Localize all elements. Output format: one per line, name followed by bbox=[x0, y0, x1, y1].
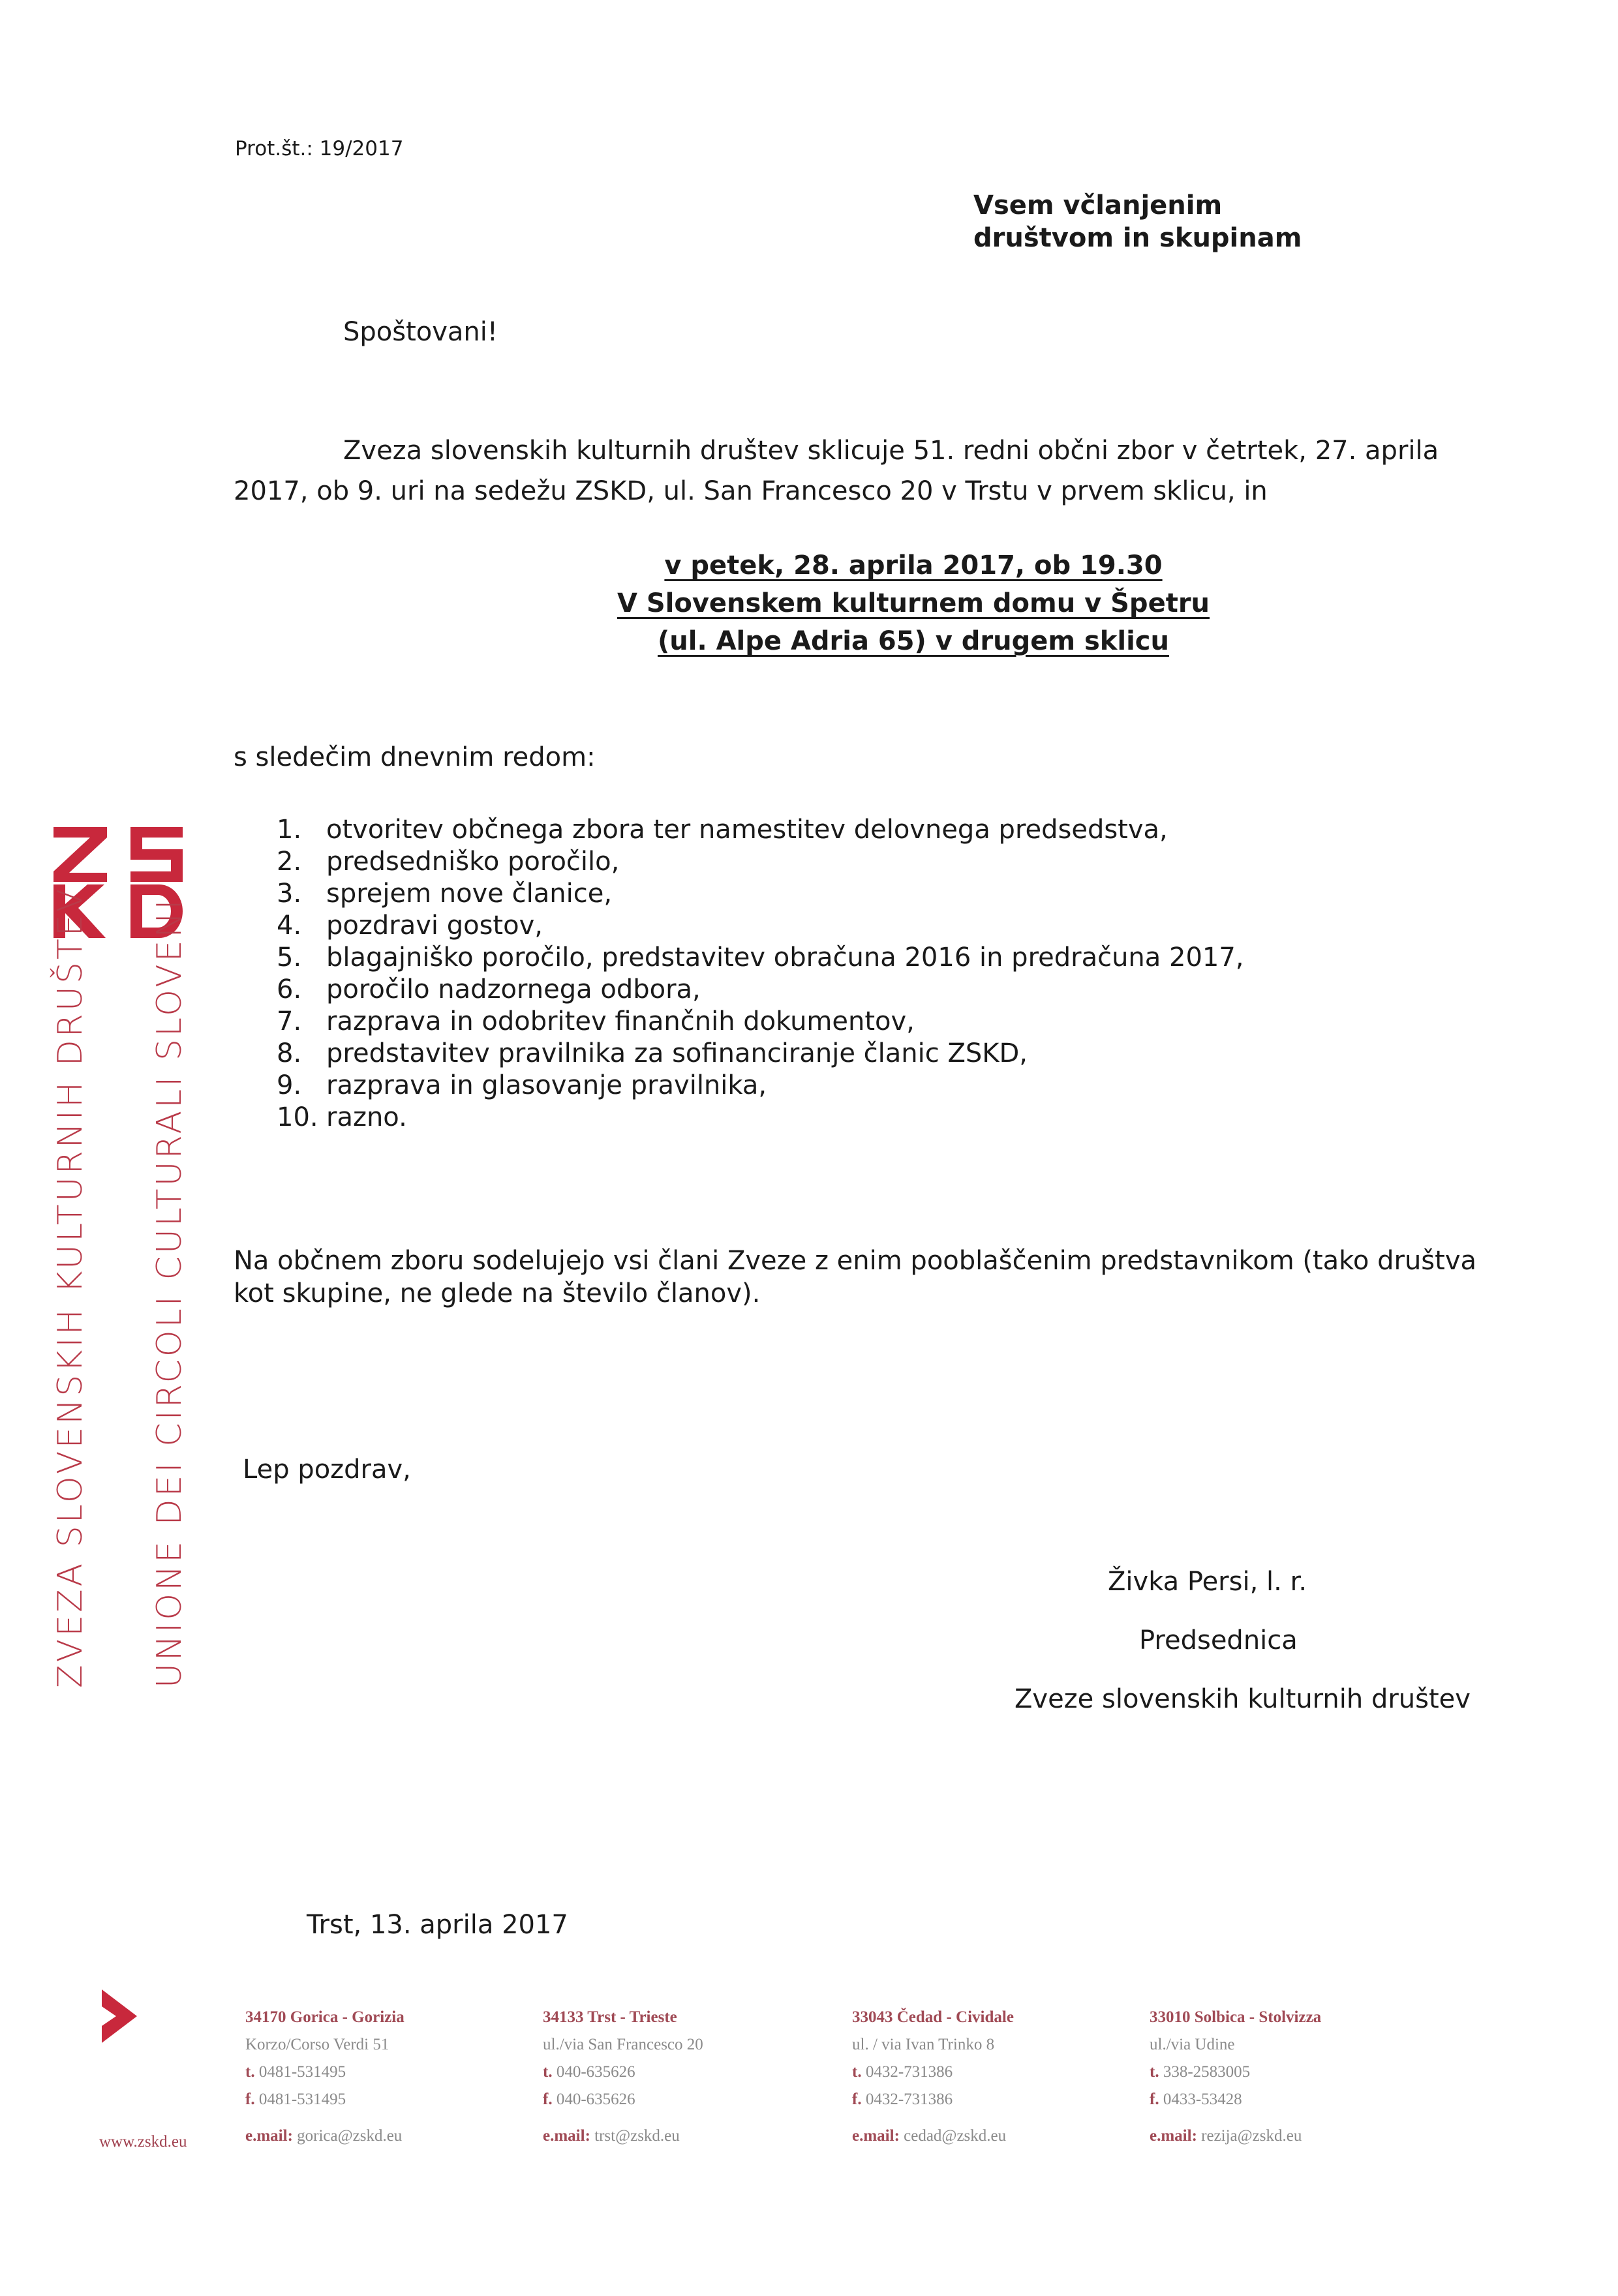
agenda-item-text: pozdravi gostov, bbox=[326, 911, 543, 941]
fax-label: f. bbox=[543, 2091, 553, 2108]
fax-label: f. bbox=[245, 2091, 255, 2108]
office-fax-row bbox=[1150, 2086, 1321, 2113]
agenda-item bbox=[277, 942, 1244, 974]
agenda-item-number: 7. bbox=[277, 1006, 302, 1036]
email-label: e.mail: bbox=[1150, 2127, 1197, 2145]
signature-name: Živka Persi, l. r. bbox=[1108, 1567, 1307, 1597]
office-city: 33043 Čedad - Cividale bbox=[852, 2008, 1014, 2026]
agenda-item-text: razprava in odobritev finančnih dokumentov, bbox=[326, 1006, 915, 1036]
fax-label: f. bbox=[852, 2091, 862, 2108]
agenda-item-text: razprava in glasovanje pravilnika, bbox=[326, 1070, 767, 1100]
office-address: ul./via Udine bbox=[1150, 2036, 1235, 2053]
agenda-item-number: 1. bbox=[277, 815, 302, 845]
office-email[interactable]: rezija@zskd.eu bbox=[1201, 2127, 1302, 2145]
agenda-item bbox=[277, 974, 1244, 1006]
phone-label: t. bbox=[1150, 2063, 1159, 2081]
office-email[interactable]: gorica@zskd.eu bbox=[297, 2127, 403, 2145]
office-email-row bbox=[543, 2122, 703, 2150]
agenda-item bbox=[277, 910, 1244, 942]
second-call-line-2: V Slovenskem kulturnem domu v Špetru bbox=[617, 588, 1210, 618]
office-cedad bbox=[852, 2004, 1014, 2150]
agenda-item-number: 3. bbox=[277, 879, 302, 909]
place-date: Trst, 13. aprila 2017 bbox=[307, 1910, 568, 1940]
office-gorica bbox=[245, 2004, 404, 2150]
office-fax: 0432-731386 bbox=[865, 2091, 953, 2108]
office-phone-row bbox=[852, 2059, 1014, 2086]
email-label: e.mail: bbox=[543, 2127, 590, 2145]
office-address: Korzo/Corso Verdi 51 bbox=[245, 2036, 389, 2053]
chevron-right-icon bbox=[99, 1987, 140, 2046]
agenda-item-number: 2. bbox=[277, 847, 302, 877]
phone-label: t. bbox=[543, 2063, 553, 2081]
participation-paragraph: Na občnem zboru sodelujejo vsi člani Zveze z enim pooblaščenim predstavnikom (tako društva kot skupine, ne glede na število članov). bbox=[234, 1246, 1476, 1308]
office-fax-row bbox=[543, 2086, 703, 2113]
office-address: ul. / via Ivan Trinko 8 bbox=[852, 2036, 995, 2053]
agenda-item-text: poročilo nadzornega odbora, bbox=[326, 974, 701, 1004]
fax-label: f. bbox=[1150, 2091, 1159, 2108]
second-call-line-3: (ul. Alpe Adria 65) v drugem sklicu bbox=[658, 626, 1169, 656]
office-phone: 0481-531495 bbox=[258, 2063, 346, 2081]
office-city: 33010 Solbica - Stolvizza bbox=[1150, 2008, 1322, 2026]
office-phone-row bbox=[1150, 2059, 1321, 2086]
agenda-item bbox=[277, 1102, 1244, 1134]
office-email[interactable]: trst@zskd.eu bbox=[594, 2127, 680, 2145]
intro-text: Zveza slovenskih kulturnih društev sklicuje 51. redni občni zbor v četrtek, 27. aprila 2017, ob 9. uri na sedežu ZSKD, ul. San Francesco 20 v Trstu v prvem sklicu, in bbox=[234, 436, 1439, 506]
office-phone: 0432-731386 bbox=[865, 2063, 953, 2081]
office-email-row bbox=[245, 2122, 404, 2150]
agenda-item bbox=[277, 878, 1244, 910]
agenda-item bbox=[277, 1070, 1244, 1102]
agenda-item bbox=[277, 1006, 1244, 1038]
signature-organization: Zveze slovenskih kulturnih društev bbox=[1015, 1684, 1471, 1714]
website-link[interactable]: www.zskd.eu bbox=[99, 2133, 187, 2151]
signature-title: Predsednica bbox=[1139, 1625, 1298, 1655]
recipient-block bbox=[973, 189, 1302, 254]
email-label: e.mail: bbox=[852, 2127, 900, 2145]
office-city: 34170 Gorica - Gorizia bbox=[245, 2008, 404, 2026]
phone-label: t. bbox=[245, 2063, 255, 2081]
agenda-item-text: razno. bbox=[326, 1102, 407, 1132]
office-fax: 040-635626 bbox=[556, 2091, 635, 2108]
agenda-item-number: 5. bbox=[277, 943, 302, 973]
protocol-number: Prot.št.: 19/2017 bbox=[235, 137, 404, 160]
agenda-item-number: 8. bbox=[277, 1038, 302, 1068]
agenda-item-number: 6. bbox=[277, 974, 302, 1004]
office-email-row bbox=[1150, 2122, 1321, 2150]
phone-label: t. bbox=[852, 2063, 862, 2081]
recipient-line-1: Vsem včlanjenim bbox=[973, 190, 1223, 220]
second-call-block bbox=[457, 547, 1370, 660]
vertical-name-italian: UNIONE DEI CIRCOLI CULTURALI SLOVENI bbox=[150, 897, 189, 1688]
agenda-item bbox=[277, 1038, 1244, 1070]
office-email[interactable]: cedad@zskd.eu bbox=[904, 2127, 1007, 2145]
greeting: Spoštovani! bbox=[343, 317, 498, 347]
recipient-line-2: društvom in skupinam bbox=[973, 223, 1302, 253]
office-solbica bbox=[1150, 2004, 1321, 2150]
agenda-item-number: 4. bbox=[277, 911, 302, 941]
office-phone-row bbox=[543, 2059, 703, 2086]
agenda-item-text: predstavitev pravilnika za sofinanciranje članic ZSKD, bbox=[326, 1038, 1028, 1068]
office-phone-row bbox=[245, 2059, 404, 2086]
office-fax-row bbox=[245, 2086, 404, 2113]
agenda-item bbox=[277, 814, 1244, 846]
agenda-item-number: 10. bbox=[277, 1102, 318, 1132]
second-call-line-1: v petek, 28. aprila 2017, ob 19.30 bbox=[664, 551, 1163, 581]
intro-paragraph bbox=[234, 430, 1473, 511]
office-email-row bbox=[852, 2122, 1014, 2150]
agenda-item-text: sprejem nove članice, bbox=[326, 879, 613, 909]
office-fax: 0481-531495 bbox=[258, 2091, 346, 2108]
office-address: ul./via San Francesco 20 bbox=[543, 2036, 703, 2053]
agenda-item-text: otvoritev občnega zbora ter namestitev delovnega predsedstva, bbox=[326, 815, 1168, 845]
office-city: 34133 Trst - Trieste bbox=[543, 2008, 677, 2026]
email-label: e.mail: bbox=[245, 2127, 293, 2145]
office-fax-row bbox=[852, 2086, 1014, 2113]
office-phone: 040-635626 bbox=[556, 2063, 635, 2081]
agenda-item bbox=[277, 846, 1244, 878]
office-phone: 338-2583005 bbox=[1163, 2063, 1251, 2081]
closing: Lep pozdrav, bbox=[243, 1455, 411, 1485]
agenda-intro: s sledečim dnevnim redom: bbox=[234, 742, 596, 772]
agenda-item-number: 9. bbox=[277, 1070, 302, 1100]
office-trst bbox=[543, 2004, 703, 2150]
agenda-list bbox=[277, 814, 1244, 1134]
agenda-item-text: predsedniško poročilo, bbox=[326, 847, 620, 877]
agenda-item-text: blagajniško poročilo, predstavitev obračuna 2016 in predračuna 2017, bbox=[326, 943, 1244, 973]
vertical-name-slovene: ZVEZA SLOVENSKIH KULTURNIH DRUŠTEV bbox=[51, 886, 90, 1688]
office-fax: 0433-53428 bbox=[1163, 2091, 1242, 2108]
